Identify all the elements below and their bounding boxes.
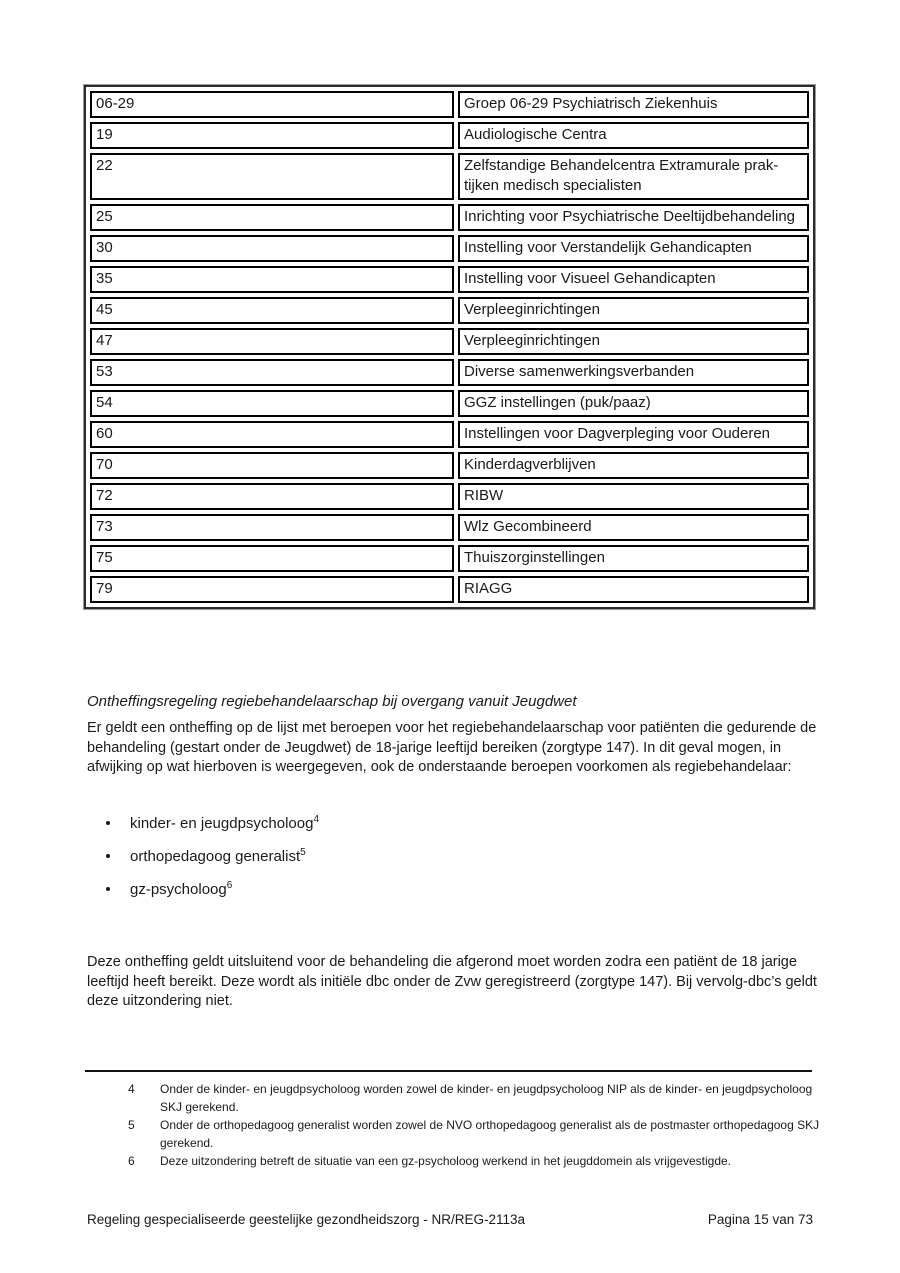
- code-cell: 54: [90, 390, 454, 417]
- description-cell: Zelfstandige Behandelcentra Extramurale praktijken medisch specialisten: [458, 153, 809, 200]
- code-cell: 72: [90, 483, 454, 510]
- description-cell: Verpleeginrichtingen: [458, 297, 809, 324]
- description-cell: RIBW: [458, 483, 809, 510]
- code-cell: 53: [90, 359, 454, 386]
- table-row: [90, 421, 809, 448]
- footnote-text: Onder de orthopedagoog generalist worden zowel de NVO orthopedagoog generalist als de postmaster orthopedagoog SKJ gerekend.: [160, 1118, 820, 1150]
- institution-code-table: [84, 85, 815, 609]
- footnote-reference: 4: [313, 814, 320, 825]
- table-row: [90, 545, 809, 572]
- bullet-item: [104, 880, 754, 900]
- bullet-text: kinder- en jeugdpsycholoog: [130, 815, 314, 832]
- table-row: [90, 483, 809, 510]
- profession-bullet-list: [104, 814, 754, 913]
- footer-page-number: Pagina 15 van 73: [707, 1212, 813, 1227]
- description-cell: Wlz Gecombineerd: [458, 514, 809, 541]
- description-cell: Verpleeginrichtingen: [458, 328, 809, 355]
- table-row: [90, 328, 809, 355]
- table-row: [90, 390, 809, 417]
- table-row: [90, 122, 809, 149]
- footnote-number: 6: [128, 1154, 135, 1168]
- table-row: [90, 91, 809, 118]
- code-cell: 60: [90, 421, 454, 448]
- description-cell: Instellingen voor Dagverpleging voor Ouderen: [458, 421, 809, 448]
- description-cell: Groep 06-29 Psychiatrisch Ziekenhuis: [458, 91, 809, 118]
- description-cell: Instelling voor Verstandelijk Gehandicapten: [458, 235, 809, 262]
- code-cell: 73: [90, 514, 454, 541]
- paragraph-ontheffing-scope: Deze ontheffing geldt uitsluitend voor de behandeling die afgerond moet worden zodra een patiënt de 18 jarige leeftijd heeft bereikt. Deze wordt als initiële dbc onder de Zvw geregistreerd (zorgtype 147). Bij vervolg-dbc’s geldt deze uitzondering niet.: [87, 954, 817, 1009]
- code-cell: 79: [90, 576, 454, 603]
- institution-code-table-wrap: [84, 85, 815, 609]
- page-footer: [87, 1211, 813, 1228]
- bullet-dot-icon: [106, 854, 110, 858]
- table-row: [90, 235, 809, 262]
- table-row: [90, 204, 809, 231]
- footnote-item: [128, 1080, 828, 1116]
- footnote-item: [128, 1152, 828, 1170]
- footnote-text: Deze uitzondering betreft de situatie van een gz-psycholoog werkend in het jeugddomein als vrijgevestigde.: [160, 1154, 732, 1168]
- table-row: [90, 297, 809, 324]
- bullet-text: gz-psycholoog: [130, 881, 227, 898]
- code-cell: 47: [90, 328, 454, 355]
- code-cell: 45: [90, 297, 454, 324]
- description-cell: Kinderdagverblijven: [458, 452, 809, 479]
- bullet-dot-icon: [106, 821, 110, 825]
- footnote-text: Onder de kinder- en jeugdpsycholoog worden zowel de kinder- en jeugdpsycholoog NIP als de kinder- en jeugdpsycholoog SKJ gerekend.: [160, 1082, 813, 1114]
- table-row: [90, 576, 809, 603]
- footnotes: [128, 1080, 828, 1170]
- table-row: [90, 514, 809, 541]
- bullet-item: [104, 814, 754, 834]
- code-cell: 70: [90, 452, 454, 479]
- description-cell: GGZ instellingen (puk/paaz): [458, 390, 809, 417]
- table-row: [90, 153, 809, 200]
- code-cell: 06-29: [90, 91, 454, 118]
- bullet-item: [104, 847, 754, 867]
- footnote-item: [128, 1116, 828, 1152]
- footer-document-title: Regeling gespecialiseerde geestelijke gezondheidszorg - NR/REG-2113a: [87, 1212, 526, 1227]
- code-cell: 19: [90, 122, 454, 149]
- table-row: [90, 452, 809, 479]
- footnote-reference: 5: [300, 847, 306, 858]
- description-cell: Inrichting voor Psychiatrische Deeltijdbehandeling: [458, 204, 809, 231]
- footnote-number: 4: [128, 1082, 135, 1096]
- description-cell: Instelling voor Visueel Gehandicapten: [458, 266, 809, 293]
- bullet-dot-icon: [106, 887, 110, 891]
- code-cell: 25: [90, 204, 454, 231]
- footnote-divider: [85, 1070, 812, 1072]
- paragraph-ontheffing-intro: Er geldt een ontheffing op de lijst met beroepen voor het regiebehandelaarschap voor patiënten die gedurende de behandeling (gestart onder de Jeugdwet) de 18-jarige leeftijd bereiken (zorgtype 147). In dit geval mogen, in afwijking op wat hierboven is weergegeven, ook de onderstaande beroepen voorkomen als regiebehandelaar:: [87, 720, 817, 775]
- footnote-number: 5: [128, 1118, 135, 1132]
- table-row: [90, 359, 809, 386]
- code-cell: 22: [90, 153, 454, 200]
- section-heading: Ontheffingsregeling regiebehandelaarschap bij overgang vanuit Jeugdwet: [87, 693, 577, 710]
- description-cell: Diverse samenwerkingsverbanden: [458, 359, 809, 386]
- code-cell: 35: [90, 266, 454, 293]
- description-cell: Thuiszorginstellingen: [458, 545, 809, 572]
- description-cell: RIAGG: [458, 576, 809, 603]
- footnote-reference: 6: [226, 880, 233, 891]
- code-cell: 75: [90, 545, 454, 572]
- description-cell: Audiologische Centra: [458, 122, 809, 149]
- bullet-text: orthopedagoog generalist: [130, 848, 301, 865]
- code-cell: 30: [90, 235, 454, 262]
- table-row: [90, 266, 809, 293]
